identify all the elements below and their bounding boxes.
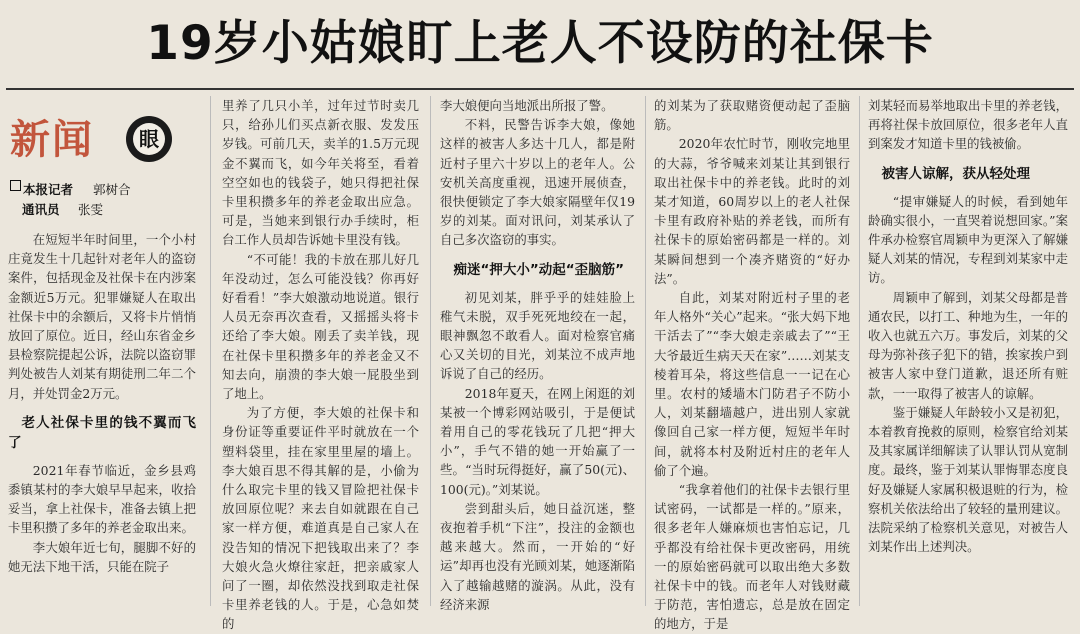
logo-text: 新闻 — [10, 117, 94, 163]
paragraph: 刘某轻而易举地取出卡里的养老钱，再将社保卡放回原位，很多老年人直到案发才知道卡里的钱被偷。 — [868, 98, 1068, 152]
column-divider — [210, 96, 211, 606]
paragraph: “提审嫌疑人的时候，看到她年龄确实很小，一直哭着说想回家。”案件承办检察官周颖申为更深入了解嫌疑人刘某的情况，专程到刘某家中走访。 — [868, 193, 1068, 286]
section-subhead: 痴迷“押大小”动起“歪脑筋” — [453, 261, 624, 278]
correspondent-role: 通讯员 — [22, 202, 60, 217]
box-icon — [10, 180, 21, 191]
column-logo — [8, 110, 196, 176]
eye-icon — [126, 116, 172, 162]
paragraph: 2018年夏天，在网上闲逛的刘某被一个博彩网站吸引，于是便试着用自己的零花钱玩了几把“押大小”，手气不错的她一开始赢了一些。“当时玩得挺好，赢了50(元)、100(元)。”刘某说。 — [440, 385, 635, 497]
article-column-5 — [868, 96, 1068, 606]
article-column-3 — [440, 96, 635, 612]
headline-rule — [6, 88, 1074, 90]
paragraph: 自此，刘某对附近村子里的老年人格外“关心”起来。“张大妈下地干活去了”“李大娘走亲戚去了”“王大爷最近生病天天在家”……刘某支棱着耳朵，将这些信息一一记在心里。农村的矮墙木门防君子不防小人，刘某翻墙越户，进出别人家就像回自己家一样方便，短短半年时间，就将本村及附近村庄的老年人偷了个遍。 — [654, 290, 850, 478]
paragraph: 不料，民警告诉李大娘，像她这样的被害人多达十几人，都是附近村子里六十岁以上的老年人。公安机关高度重视，迅速开展侦查，很快便锁定了李大娘家隔壁年仅19岁的刘某。面对讯问，刘某承认了自己多次盗窃的事实。 — [440, 117, 635, 248]
reporter-name: 郭树合 — [93, 182, 131, 197]
paragraph: 里养了几只小羊，过年过节时卖几只，给孙儿们买点新衣服、发发压岁钱。可前几天，卖羊的1.5万元现金不翼而飞，如今年关将至，看着空空如也的钱袋子，她只得把社保卡里积攒多年的养老金取出应急。可是，当她来到银行办手续时，柜台工作人员却告诉她卡里没有钱。 — [222, 98, 419, 248]
paragraph: 在短短半年时间里，一个小村庄竟发生十几起针对老年人的盗窃案件，包括现金及社保卡在内涉案金额近5万元。犯罪嫌疑人在取出社保卡中的余额后，又将卡片悄悄放回了原位。近日，经山东省金乡县检察院提起公诉，法院以盗窃罪判处被告人刘某有期徒刑二年二个月，并处罚金2万元。 — [8, 232, 196, 401]
paragraph: 鉴于嫌疑人年龄较小又是初犯，本着教育挽救的原则，检察官给刘某及其家属详细解读了认罪认罚从宽制度。最终，鉴于刘某认罪悔罪态度良好及嫌疑人家属积极退赃的行为，检察机关依法给出了较轻的量刑建议。法院采纳了检察机关意见，对被告人刘某作出上述判决。 — [868, 404, 1068, 555]
article-column-4 — [654, 96, 850, 632]
correspondent-name: 张雯 — [78, 202, 104, 217]
paragraph: 2020年农忙时节，刚收完地里的大蒜，爷爷喊来刘某让其到银行取出社保卡中的养老钱。此时的刘某才知道，60周岁以上的老人社保卡里有政府补贴的养老钱，而所有社保卡的原始密码都是一样的。刘某瞬间想到一个凑齐赌资的“好办法”。 — [654, 136, 850, 286]
article-column-1 — [8, 96, 196, 606]
paragraph: “我拿着他们的社保卡去银行里试密码，一试都是一样的。”原来，很多老年人嫌麻烦也害怕忘记，几乎都没有给社保卡更改密码，用统一的原始密码就可以取出绝大多数社保卡中的钱。而老年人对钱财藏于防范，害怕遗忘，总是放在固定的地方，于是 — [654, 482, 850, 632]
paragraph: 尝到甜头后，她日益沉迷，整夜抱着手机“下注”，投注的金额也越来越大。然而，一开始的“好运”却再也没有光顾刘某，她逐渐陷入了越输越赌的漩涡。从此，没有经济来源 — [440, 500, 635, 612]
paragraph: 2021年春节临近，金乡县鸡黍镇某村的李大娘早早起来，收拾妥当，拿上社保卡，准备去镇上把卡里积攒了多年的养老金取出来。 — [8, 462, 196, 536]
article-column-2 — [222, 96, 419, 632]
column-divider — [430, 96, 431, 606]
paragraph: 周颖申了解到，刘某父母都是普通农民，以打工、种地为生，一年的收入也就五六万。事发后，刘某的父母为弥补孩子犯下的错，挨家挨户到被害人家中登门道歉，退还所有赃款，一一取得了被害人的谅解。 — [868, 289, 1068, 401]
headline: 19岁小姑娘盯上老人不设防的社保卡 — [146, 16, 934, 71]
section-subhead: 被害人谅解，获从轻处理 — [881, 165, 1030, 182]
paragraph: “不可能！我的卡放在那儿好几年没动过，怎么可能没钱？你再好好看看！”李大娘激动地说道。银行人员无奈再次查看，又摇摇头将卡还给了李大娘。刚丢了卖羊钱，现在社保卡里积攒多年的养老金又不知去向，崩溃的李大娘一屁股坐到了地上。 — [222, 251, 419, 402]
paragraph: 李大娘便向当地派出所报了警。 — [440, 98, 614, 113]
reporter-role: 本报记者 — [23, 182, 74, 197]
paragraph: 的刘某为了获取赌资便动起了歪脑筋。 — [654, 98, 850, 133]
column-divider — [859, 96, 860, 606]
eye-char: 眼 — [133, 123, 165, 155]
paragraph: 初见刘某，胖乎乎的娃娃脸上稚气未脱，双手死死地绞在一起，眼神飘忽不敢看人。面对检察官痛心又关切的目光，刘某泣不成声地诉说了自己的经历。 — [440, 289, 635, 382]
paragraph: 为了方便，李大娘的社保卡和身份证等重要证件平时就放在一个塑料袋里，挂在家里里屋的墙上。李大娘百思不得其解的是，小偷为什么取完卡里的钱又冒险把社保卡放回原位呢？来去自如就跟在自己家一样方便，难道真是自己家人在没告知的情况下把钱取出来了？李大娘火急火燎往家赶，把亲戚家人问了一圈，却依然没找到取走社保卡里养老钱的人。于是，心急如焚的 — [222, 405, 419, 632]
section-subhead: 老人社保卡里的钱不翼而飞了 — [8, 414, 196, 451]
paragraph: 李大娘年近七旬，腿脚不好的她无法下地干活，只能在院子 — [8, 539, 196, 574]
byline — [8, 180, 196, 220]
column-divider — [645, 96, 646, 606]
